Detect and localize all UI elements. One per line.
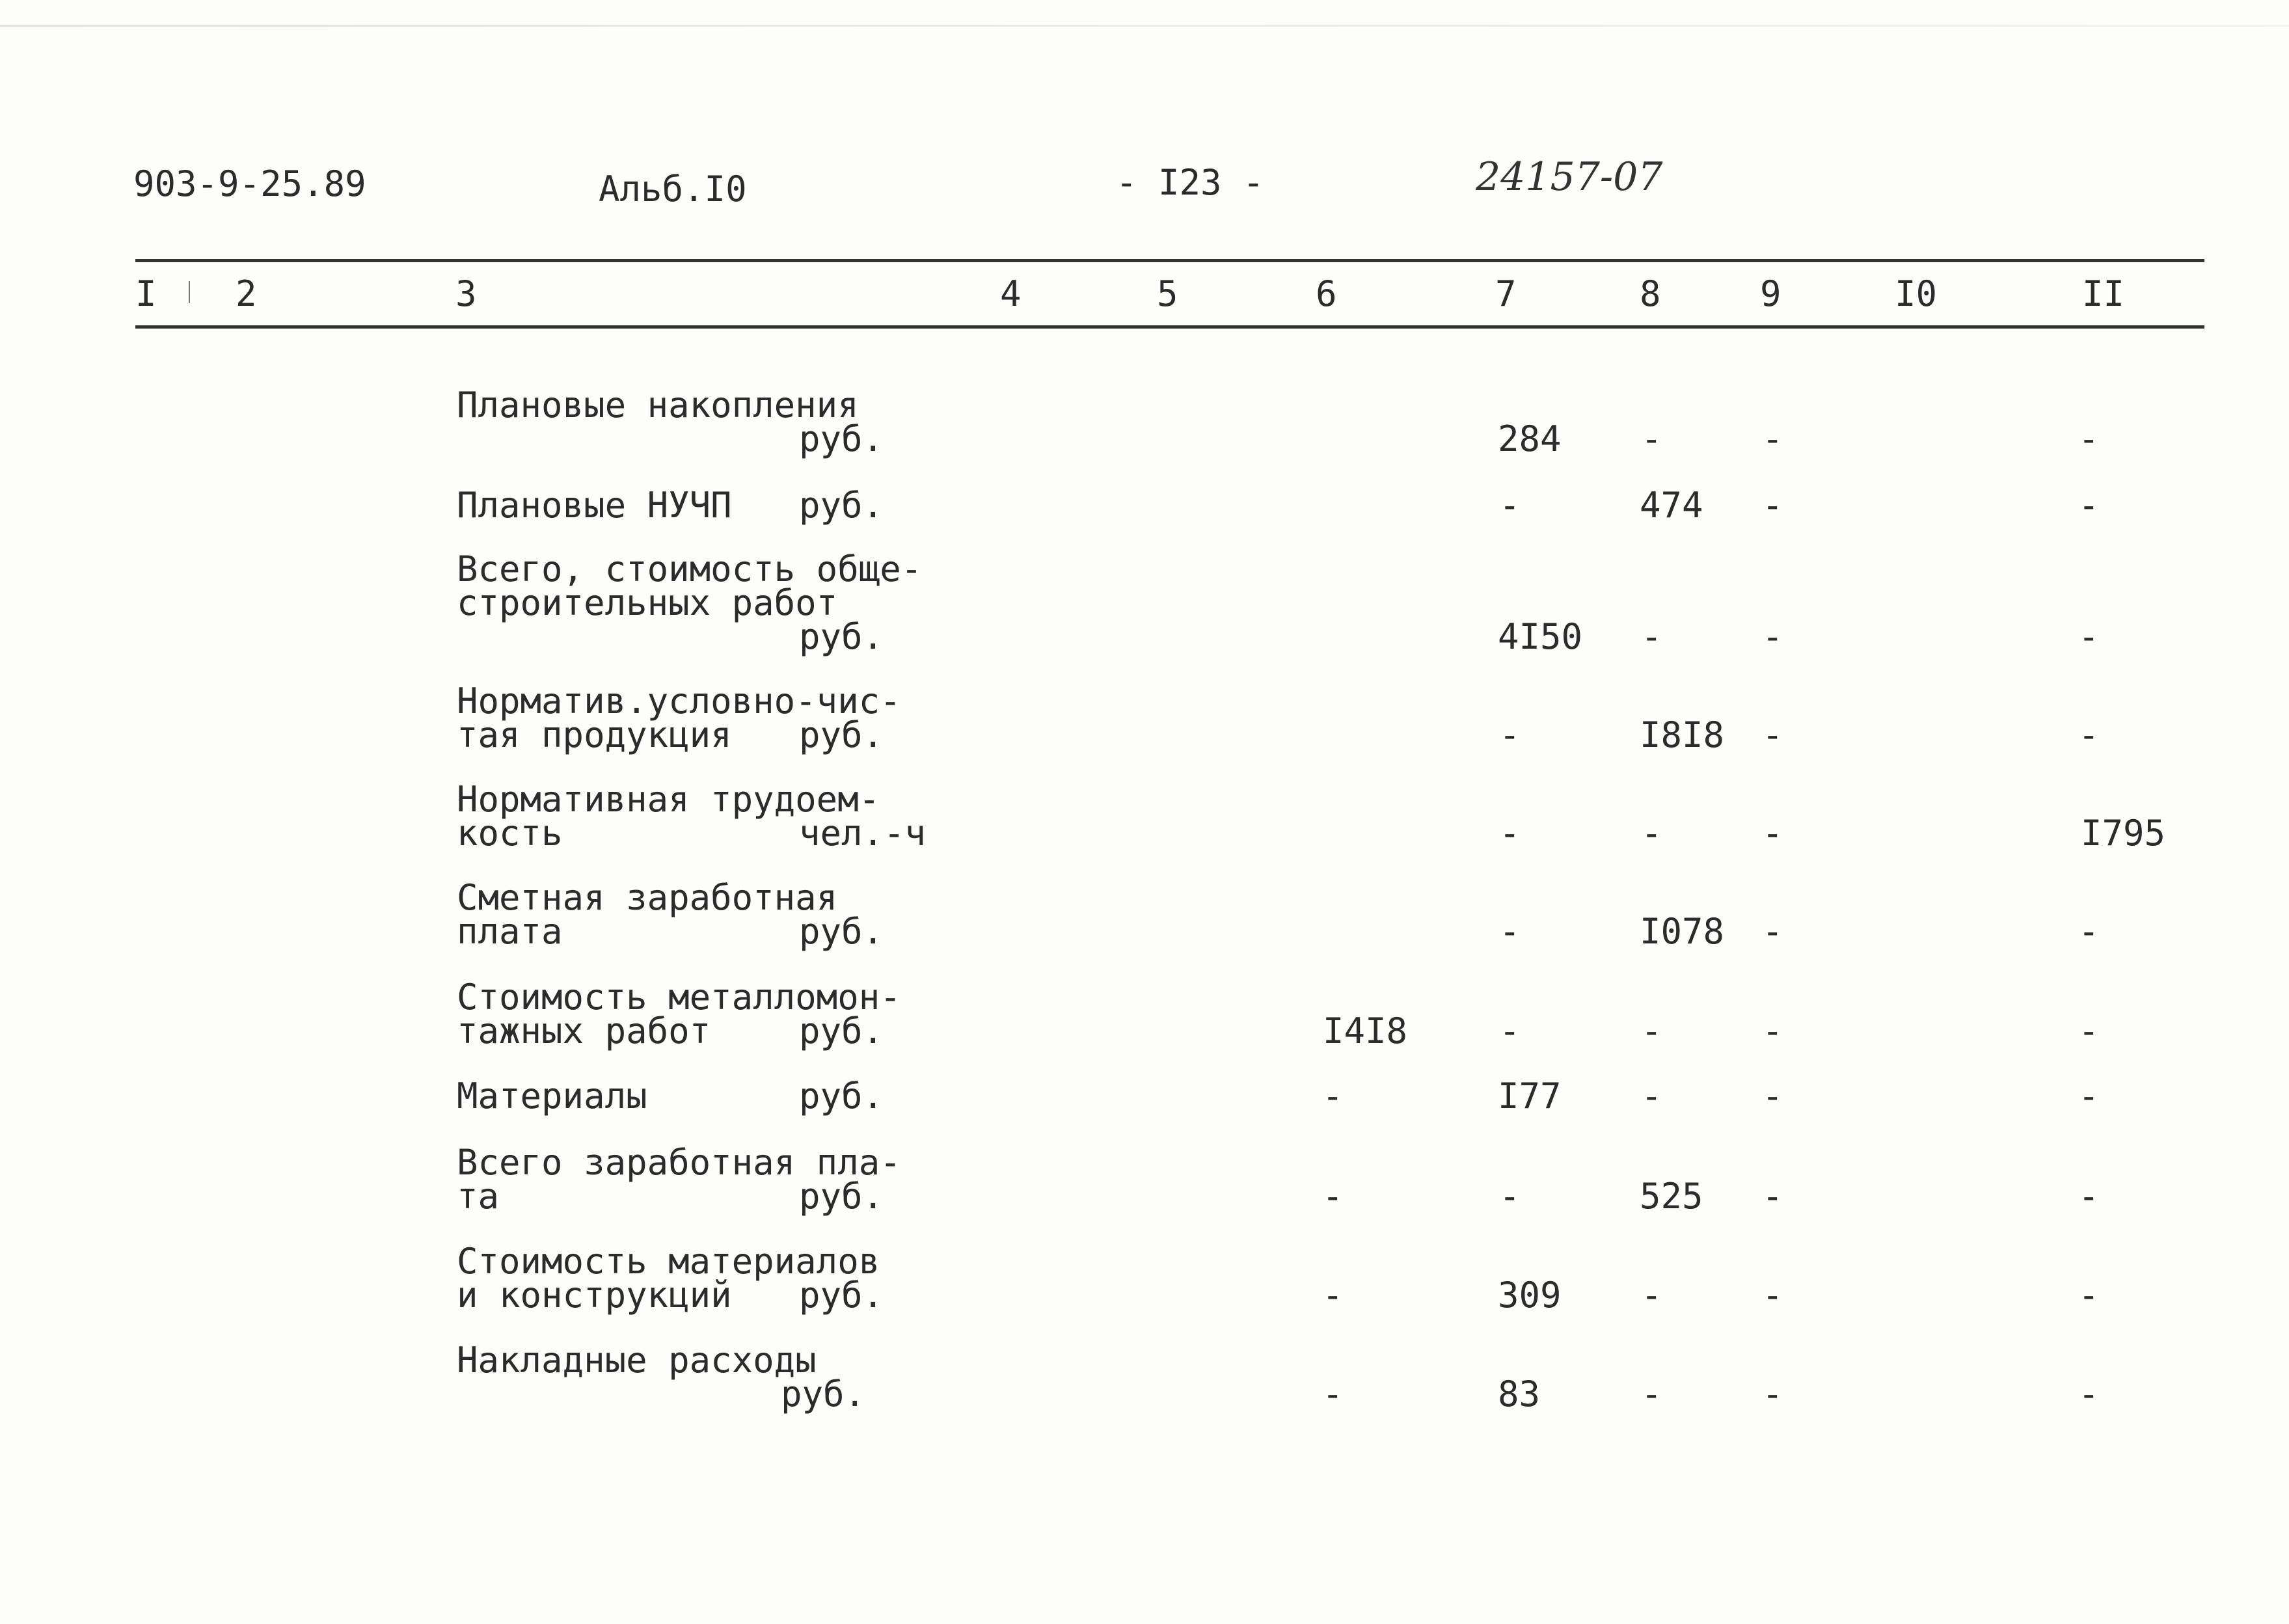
row-label-line: Материалы	[457, 1076, 647, 1116]
column-number: 5	[1157, 273, 1178, 314]
row-label-line: Всего заработная пла-	[457, 1142, 901, 1183]
cell-col6: -	[1322, 1076, 1344, 1116]
row-label-line: тая продукция	[457, 714, 732, 755]
cell-col11: -	[2078, 616, 2100, 657]
cell-col8: -	[1641, 813, 1662, 854]
cell-col9: -	[1762, 1076, 1783, 1116]
row-unit: руб.	[799, 1076, 884, 1116]
row-label-line: и конструкций	[457, 1275, 732, 1316]
row-label-line: Стоимость материалов	[457, 1241, 880, 1282]
column-number: 6	[1316, 273, 1337, 314]
row-label-line: та	[457, 1176, 500, 1217]
column-number: 3	[455, 273, 477, 314]
row-label-line: Плановые накопления	[457, 385, 859, 426]
cell-col11: I795	[2081, 813, 2166, 854]
row-unit: руб.	[799, 911, 884, 952]
handwritten-number: 24157-07	[1476, 154, 1663, 200]
cell-col7: 4I50	[1498, 616, 1583, 657]
column-number: I0	[1895, 273, 1938, 314]
row-unit: руб.	[799, 714, 884, 755]
cell-col7: -	[1499, 485, 1521, 526]
cell-col7: 309	[1498, 1275, 1562, 1316]
cell-col11: -	[2078, 418, 2100, 459]
cell-col7: I77	[1498, 1076, 1562, 1116]
row-label-line: Накладные расходы	[457, 1340, 817, 1381]
row-label-line: Всего, стоимость обще-	[457, 548, 923, 589]
cell-col9: -	[1762, 714, 1783, 755]
document-code: 903-9-25.89	[133, 163, 366, 204]
row-label-line: Норматив.условно-чис-	[457, 681, 901, 722]
table-top-rule	[135, 259, 2204, 262]
row-unit: руб.	[799, 418, 884, 459]
column-number: II	[2082, 273, 2125, 314]
cell-col7: -	[1499, 714, 1521, 755]
cell-col8: -	[1641, 1275, 1662, 1316]
row-label-line: кость	[457, 813, 563, 854]
column-divider-tick	[189, 281, 190, 303]
column-number: 9	[1760, 273, 1781, 314]
row-unit: руб.	[799, 1176, 884, 1217]
cell-col11: -	[2078, 485, 2100, 526]
column-number: 2	[236, 273, 257, 314]
row-unit: руб.	[781, 1374, 866, 1414]
cell-col9: -	[1762, 1374, 1783, 1414]
column-number: I	[135, 273, 157, 314]
cell-col8: -	[1641, 1374, 1662, 1414]
cell-col7: -	[1499, 813, 1521, 854]
cell-col9: -	[1762, 616, 1783, 657]
cell-col9: -	[1762, 1176, 1783, 1217]
row-label-line: Сметная заработная	[457, 877, 838, 918]
page-number: - I23 -	[1116, 162, 1264, 203]
row-unit: руб.	[799, 1010, 884, 1051]
cell-col8: -	[1641, 1010, 1662, 1051]
cell-col11: -	[2078, 1076, 2100, 1116]
cell-col11: -	[2078, 1374, 2100, 1414]
cell-col6: -	[1322, 1176, 1344, 1217]
cell-col8: I078	[1640, 911, 1725, 952]
cell-col7: -	[1499, 1176, 1521, 1217]
cell-col7: -	[1499, 911, 1521, 952]
row-label-line: Нормативная трудоем-	[457, 779, 880, 820]
cell-col9: -	[1762, 1275, 1783, 1316]
cell-col9: -	[1762, 418, 1783, 459]
row-unit: руб.	[799, 485, 884, 526]
row-label-line: строительных работ	[457, 582, 838, 623]
cell-col11: -	[2078, 911, 2100, 952]
table-header-rule	[135, 325, 2204, 329]
cell-col7: -	[1499, 1010, 1521, 1051]
row-unit: чел.-ч	[799, 813, 927, 854]
row-label-line: Стоимость металломон-	[457, 977, 901, 1018]
cell-col9: -	[1762, 813, 1783, 854]
cell-col11: -	[2078, 1275, 2100, 1316]
column-number: 4	[1000, 273, 1022, 314]
row-label-line: плата	[457, 911, 563, 952]
cell-col8: -	[1641, 616, 1662, 657]
cell-col11: -	[2078, 714, 2100, 755]
cell-col8: 474	[1640, 485, 1703, 526]
row-label-line: тажных работ	[457, 1010, 711, 1051]
cell-col9: -	[1762, 485, 1783, 526]
cell-col9: -	[1762, 1010, 1783, 1051]
cell-col6: -	[1322, 1275, 1344, 1316]
row-unit: руб.	[799, 1275, 884, 1316]
row-label-line: Плановые НУЧП	[457, 485, 732, 526]
cell-col7: 284	[1498, 418, 1562, 459]
cell-col9: -	[1762, 911, 1783, 952]
cell-col8: I8I8	[1640, 714, 1725, 755]
album-number: Альб.I0	[599, 169, 747, 210]
row-unit: руб.	[799, 616, 884, 657]
cell-col8: -	[1641, 1076, 1662, 1116]
cell-col6: I4I8	[1323, 1010, 1408, 1051]
scan-artifact-line	[0, 25, 2289, 27]
column-number: 7	[1495, 273, 1517, 314]
cell-col7: 83	[1498, 1374, 1541, 1414]
cell-col11: -	[2078, 1176, 2100, 1217]
cell-col11: -	[2078, 1010, 2100, 1051]
cell-col8: -	[1641, 418, 1662, 459]
cell-col6: -	[1322, 1374, 1344, 1414]
cell-col8: 525	[1640, 1176, 1703, 1217]
column-number: 8	[1640, 273, 1661, 314]
